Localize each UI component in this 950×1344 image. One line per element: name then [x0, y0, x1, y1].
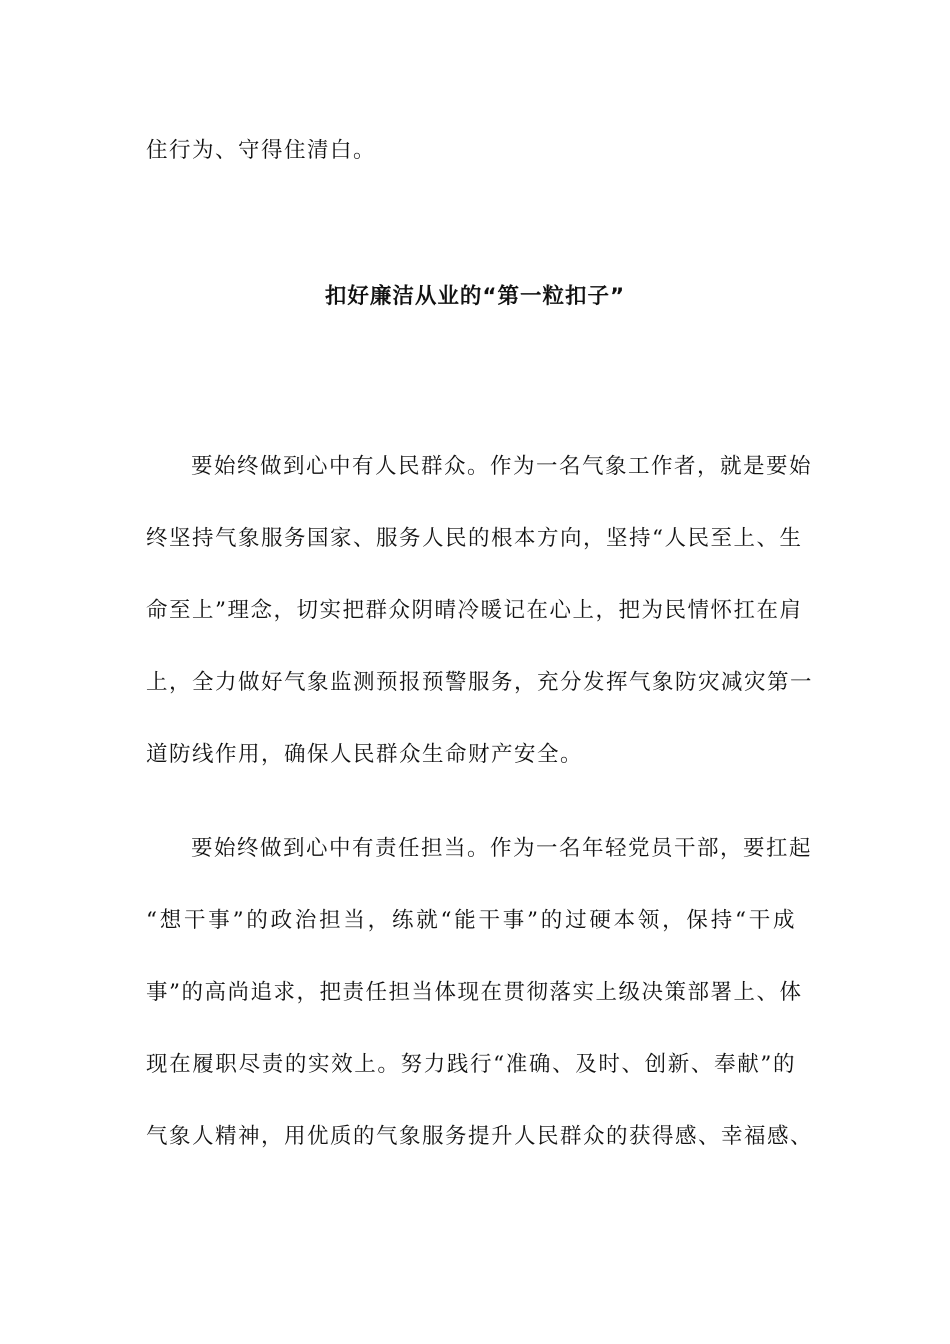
- paragraph-line: “想干事”的政治担当，练就“能干事”的过硬本领，保持“干成: [146, 908, 796, 933]
- paragraph-line: 要始终做到心中有人民群众。作为一名气象工作者，就是要始: [191, 454, 813, 479]
- paragraph-line: 事”的高尚追求，把责任担当体现在贯彻落实上级决策部署上、体: [146, 980, 803, 1005]
- continuation-line: 住行为、守得住清白。: [146, 138, 377, 163]
- paragraph-line: 上，全力做好气象监测预报预警服务，充分发挥气象防灾减灾第一: [146, 670, 814, 695]
- section-title: 扣好廉洁从业的“第一粒扣子”: [324, 284, 626, 309]
- paragraph-line: 道防线作用，确保人民群众生命财产安全。: [146, 742, 584, 767]
- paragraph-line: 气象人精神，用优质的气象服务提升人民群众的获得感、幸福感、: [146, 1124, 814, 1149]
- paragraph-line: 现在履职尽责的实效上。努力践行“准确、及时、创新、奉献”的: [146, 1052, 796, 1077]
- paragraph-line: 终坚持气象服务国家、服务人民的根本方向，坚持“人民至上、生: [146, 526, 803, 551]
- paragraph-line: 命至上”理念，切实把群众阴晴冷暖记在心上，把为民情怀扛在肩: [146, 598, 803, 623]
- paragraph-line: 要始终做到心中有责任担当。作为一名年轻党员干部，要扛起: [191, 836, 813, 861]
